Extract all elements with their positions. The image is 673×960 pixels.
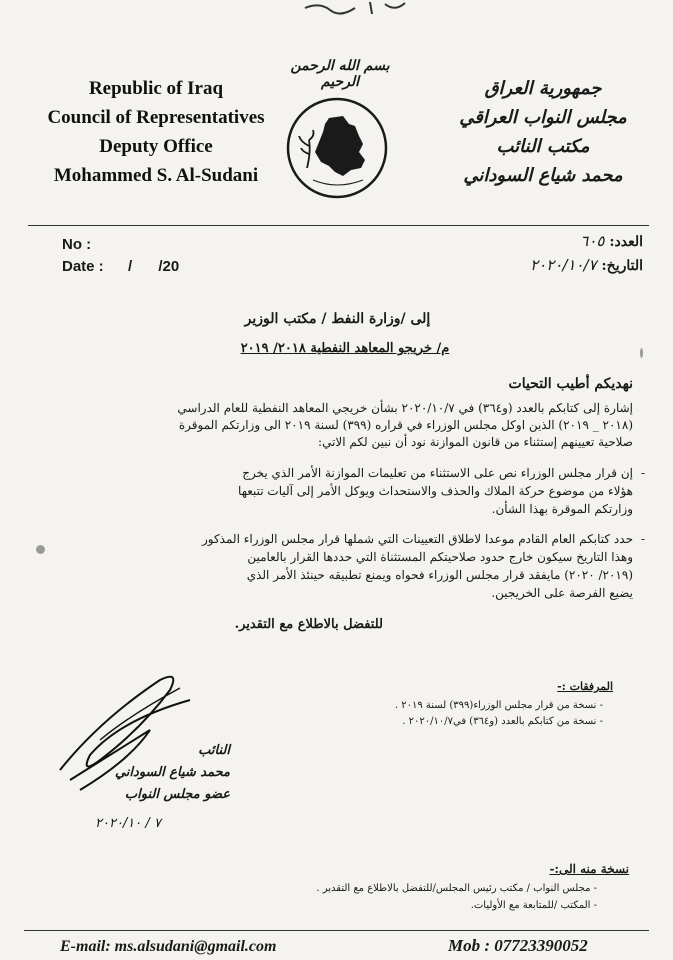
iraq-map-emblem-icon — [285, 96, 389, 200]
list-item: - المكتب /للمتابعة مع الأوليات. — [470, 900, 597, 911]
bullet-point-1 — [43, 464, 645, 518]
bullet-line: (٢٠١٩/ ٢٠٢٠) مايفقد قرار مجلس الوزراء فحواه ويمنع تطبيقه حينئذ الأمر الذي — [246, 568, 633, 582]
arabic-letterhead-line-3: مكتب النائب — [496, 136, 590, 157]
letterhead-line-2: Council of Representatives — [47, 107, 265, 128]
bullet-line: يضيع الفرصة على الخريجين. — [491, 586, 633, 600]
footer-email: E-mail: ms.alsudani@gmail.com — [60, 938, 277, 955]
signatory-role: عضو مجلس النواب — [124, 787, 230, 802]
bullet-line: وزارتكم الموقرة بهذا الشأن. — [491, 502, 633, 516]
arabic-date-value: ٢٠٢٠/١٠/٧ — [530, 256, 597, 274]
top-scribble-mark — [300, 0, 410, 20]
reference-date-blank: / /20 — [128, 258, 180, 275]
bullet-line: وهذا التاريخ سيكون خارج حدود صلاحيتكم المستثناة التي حددها القرار بالعامين — [247, 550, 633, 564]
bullet-line: إن قرار مجلس الوزراء نص على الاستثناء من تعليمات الموازنة الأمر الذي يخرج — [242, 466, 633, 480]
attachments-title: المرفقات :- — [557, 680, 613, 693]
bullet-dash-icon: - — [640, 532, 645, 546]
header-divider — [28, 225, 649, 226]
copies-list — [316, 880, 597, 914]
paper-speck — [640, 348, 643, 358]
list-item: - مجلس النواب / مكتب رئيس المجلس/للتفضل بالاطلاع مع التقدير . — [316, 883, 597, 894]
paragraph-line: صلاحية تعيينهم إستثناء من قانون الموازنة نود أن نبين لكم الاتي: — [318, 435, 633, 449]
reference-number-label: No : — [62, 236, 92, 253]
signature-date: ٧ / ٢٠٢٠/١٠ — [95, 816, 161, 831]
list-item: - نسخة من قرار مجلس الوزراء(٣٩٩) لسنة ٢٠١٩ . — [394, 700, 603, 711]
bullet-dash-icon: - — [640, 466, 645, 480]
intro-paragraph — [33, 400, 633, 451]
reference-date-label: Date : — [62, 258, 104, 275]
arabic-letterhead-line-1: جمهورية العراق — [484, 78, 602, 99]
arabic-letterhead — [433, 74, 653, 190]
attachments-list — [395, 698, 603, 730]
signature-block — [60, 740, 230, 806]
signatory-title: النائب — [198, 743, 230, 758]
subject-line: م/ خريجو المعاهد النفطية ٢٠١٨/ ٢٠١٩ — [240, 341, 450, 356]
english-letterhead — [38, 74, 274, 190]
list-item: - نسخة من كتابكم بالعدد (و٣٦٤) في٢٠٢٠/١٠/٧ . — [402, 716, 603, 727]
bullet-point-2 — [43, 530, 645, 602]
paragraph-line: (٢٠١٨ _ ٢٠١٩) الذين اوكل مجلس الوزراء في قراره (٣٩٩) لسنة ٢٠١٩ الى وزارتكم الموقرة — [178, 418, 633, 432]
letterhead-line-1: Republic of Iraq — [88, 78, 224, 99]
bullet-line: حدد كتابكم العام القادم موعدا لاطلاق التعيينات التي شملها قرار مجلس الوزراء المذكور — [201, 532, 633, 546]
copies-title: نسخة منه الى:- — [549, 862, 629, 876]
paper-speck — [36, 545, 45, 554]
letterhead-line-4: Mohammed S. Al-Sudani — [53, 165, 259, 186]
arabic-date-field — [530, 256, 643, 274]
letterhead-line-3: Deputy Office — [99, 136, 213, 157]
arabic-number-value: ٦٠٥ — [580, 232, 605, 250]
recipient-line: إلى /وزارة النفط / مكتب الوزير — [244, 311, 431, 327]
bullet-line: هؤلاء من موضوع حركة الملاك والحذف والاستحداث ويوكل الأمر إلى آليات تتبعها — [238, 484, 633, 498]
greeting: نهديكم أطيب التحيات — [508, 376, 633, 392]
closing-line: للتفضل بالاطلاع مع التقدير. — [234, 617, 383, 632]
paragraph-line: إشارة إلى كتابكم بالعدد (و٣٦٤) في ٢٠٢٠/١٠/٧ بشأن خريجي المعاهد النفطية للعام الدراسي — [177, 401, 633, 415]
arabic-letterhead-line-4: محمد شياع السوداني — [463, 165, 623, 186]
arabic-letterhead-line-2: مجلس النواب العراقي — [459, 107, 627, 128]
arabic-number-field — [580, 232, 643, 250]
arabic-number-label: العدد: — [609, 234, 643, 250]
footer-divider — [24, 930, 649, 931]
signatory-name: محمد شياع السوداني — [114, 765, 230, 780]
basmala: بسم الله الرحمن الرحيم — [290, 58, 390, 90]
arabic-date-label: التاريخ: — [601, 258, 643, 274]
footer-mobile: Mob : 07723390052 — [448, 936, 588, 955]
